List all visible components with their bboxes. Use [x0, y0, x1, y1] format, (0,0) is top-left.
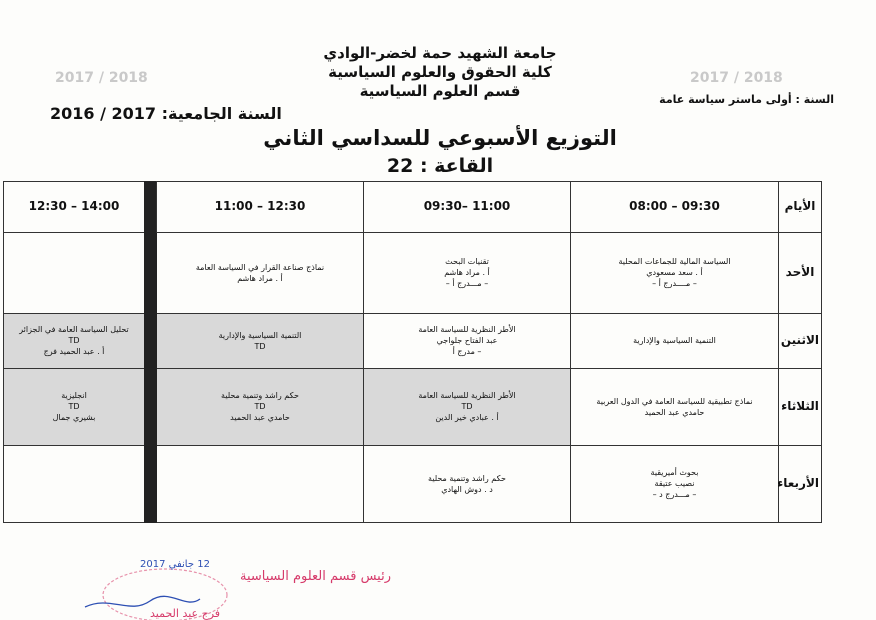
instructor: أ . سعد مسعودي [646, 268, 703, 278]
department-stamp [0, 555, 392, 620]
stamp-text: رئيس قسم العلوم السياسية [240, 569, 392, 584]
instructor: حامدي عبد الحميد [230, 413, 290, 423]
schedule-cell [571, 445, 779, 522]
schedule-cell [157, 232, 364, 313]
schedule-cell [571, 368, 779, 445]
study-level: السنة : أولى ماستر سياسة عامة [659, 93, 834, 106]
venue: – مــــدرج أ – [652, 279, 697, 289]
schedule-cell [364, 368, 571, 445]
institution-header [260, 44, 620, 101]
instructor: أ . عبد الحميد فرج [43, 347, 105, 357]
day-label: الاثنين [779, 313, 822, 368]
days-corner-cell: الأيام [779, 182, 822, 233]
instructor: أ . عبادي خير الدين [435, 413, 499, 423]
venue: – مدرج أ [452, 347, 482, 357]
course-name: حكم راشد وتنمية محلية [428, 473, 506, 483]
instructor: بشيري جمال [52, 413, 96, 423]
session-type: TD [68, 402, 80, 412]
stamp-date: 12 جانفي 2017 [140, 559, 210, 570]
venue: – مـــدرج أ – [445, 279, 489, 289]
schedule-cell [571, 313, 779, 368]
schedule-cell [4, 368, 145, 445]
course-name: تقنيات البحث [445, 257, 489, 267]
schedule-cell-empty [157, 445, 364, 522]
schedule-cell [157, 368, 364, 445]
signature-stroke [85, 596, 200, 607]
time-slot-3: 11:00 – 12:30 [157, 182, 364, 233]
instructor: عبد الفتاح جلواجي [436, 336, 498, 346]
schedule-cell [571, 232, 779, 313]
page-title: التوزيع الأسبوعي للسداسي الثاني [263, 126, 617, 150]
table-row-monday [4, 313, 822, 368]
course-name: نماذج تطبيقية للسياسة العامة في الدول العربية [596, 396, 753, 406]
university-name: جامعة الشهيد حمة لخضر-الوادي [323, 44, 557, 62]
table-row-wednesday [4, 445, 822, 522]
stamp-signature: فرج عبد الحميد [150, 607, 221, 620]
time-slot-4: 12:30 – 14:00 [4, 182, 145, 233]
academic-year-value: 2016 / 2017 [50, 104, 157, 123]
course-name: بحوث أميريقية [650, 468, 699, 478]
time-slot-2: 09:30– 11:00 [364, 182, 571, 233]
course-name: التنمية السياسية والإدارية [633, 336, 716, 346]
instructor: د . دوش الهادي [441, 484, 493, 494]
session-type: TD [461, 402, 473, 412]
academic-year [50, 104, 282, 123]
instructor: حامدي عبد الحميد [644, 407, 705, 417]
academic-year-label: السنة الجامعية: [161, 104, 282, 123]
course-name: السياسة المالية للجماعات المحلية [618, 257, 731, 267]
course-name: الأطر النظرية للسياسة العامة [418, 391, 516, 401]
session-type: TD [254, 341, 266, 351]
instructor: أ . مراد هاشم [237, 273, 283, 283]
schedule-cell-empty [4, 232, 145, 313]
schedule-cell [364, 313, 571, 368]
schedule-cell [157, 313, 364, 368]
instructor: أ . مراد هاشم [444, 268, 490, 278]
schedule-cell [4, 313, 145, 368]
table-row-tuesday [4, 368, 822, 445]
room-number: القاعة : 22 [386, 155, 494, 177]
bleed-through-year-right: 2017 / 2018 [690, 70, 783, 86]
time-slot-1: 08:00 – 09:30 [571, 182, 779, 233]
course-name: تحليل السياسة العامة في الجزائر [19, 325, 129, 335]
break-column [145, 182, 157, 523]
course-name: انجليزية [61, 391, 87, 401]
course-name: حكم راشد وتنمية محلية [221, 391, 299, 401]
day-label: الأحد [779, 232, 822, 313]
session-type: TD [254, 402, 266, 412]
day-label: الثلاثاء [779, 368, 822, 445]
course-name: الأطر النظرية للسياسة العامة [418, 325, 516, 335]
schedule-cell-empty [4, 445, 145, 522]
table-row-sunday [4, 232, 822, 313]
schedule-cell [364, 232, 571, 313]
faculty-name: كلية الحقوق والعلوم السياسية [328, 63, 552, 81]
session-type: TD [68, 336, 80, 346]
time-header-row [4, 182, 822, 233]
weekly-schedule-table [3, 181, 822, 523]
day-label: الأربعاء [779, 445, 822, 522]
course-name: التنمية السياسية والإدارية [218, 330, 302, 340]
instructor: نصيب عتيقة [654, 479, 695, 489]
bleed-through-year-left: 2017 / 2018 [55, 70, 148, 86]
department-name: قسم العلوم السياسية [359, 82, 521, 100]
venue: – مـــدرج د – [652, 490, 697, 500]
course-name: نماذج صناعة القرار في السياسة العامة [195, 262, 325, 272]
schedule-cell [364, 445, 571, 522]
